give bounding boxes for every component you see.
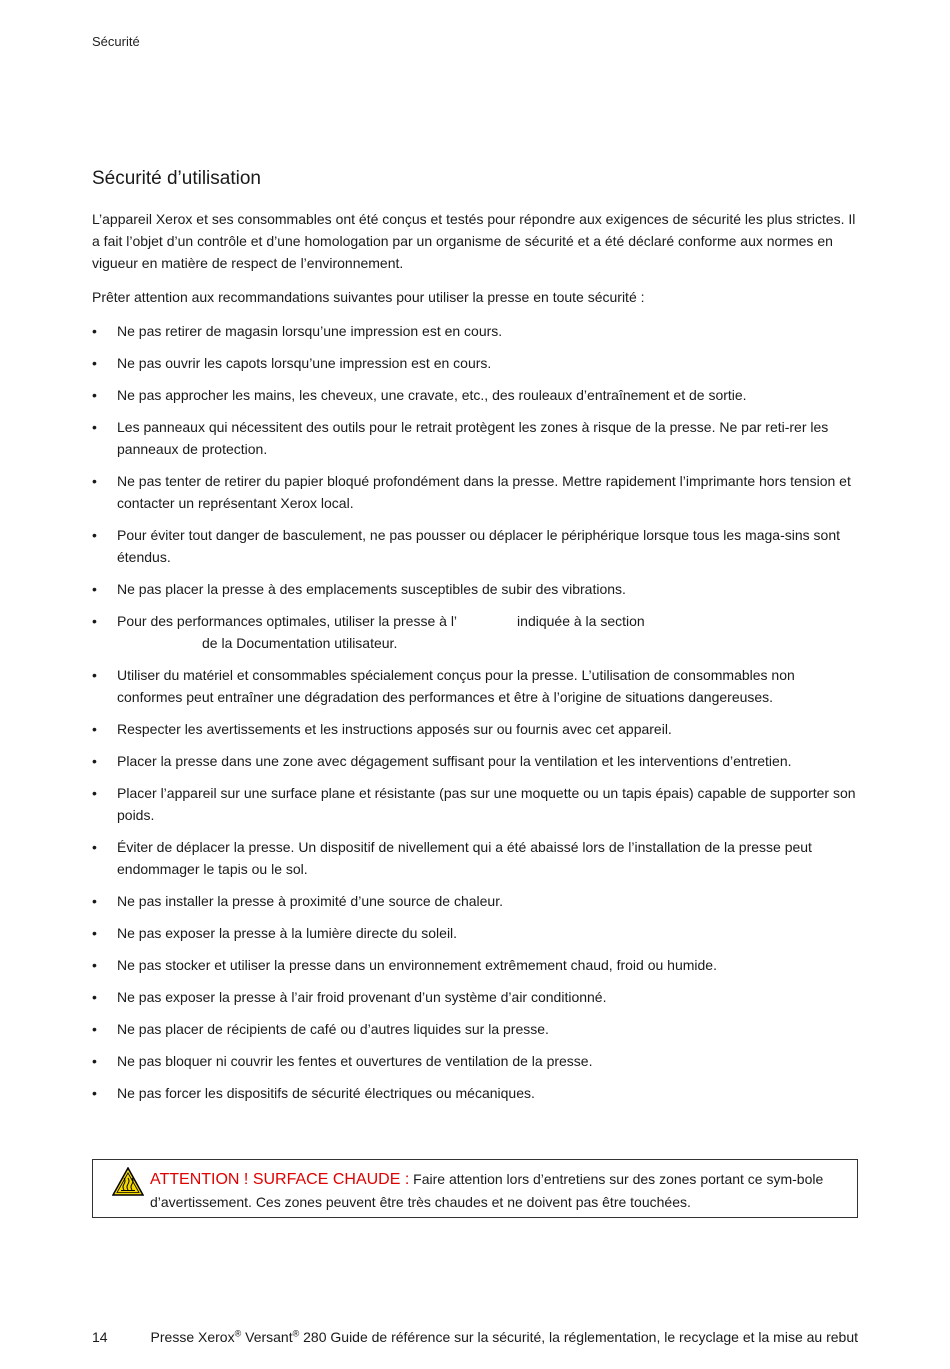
bullet-icon: • [92, 419, 97, 435]
bullet-icon: • [92, 721, 97, 737]
hot-surface-warning [92, 1159, 858, 1218]
list-item: • Ne pas exposer la presse à la lumière directe du soleil. [92, 922, 860, 944]
bullet-icon: • [92, 893, 97, 909]
running-header: Sécurité [92, 34, 140, 49]
bullet-icon: • [92, 323, 97, 339]
list-item: • Ne pas forcer les dispositifs de sécurité électriques ou mécaniques. [92, 1082, 860, 1104]
warning-body: Faire attention lors d’entretiens sur des zones portant ce sym-bole d’avertissement. Ces zones peuvent être très chaudes et ne doivent pas être touchées. [150, 1171, 824, 1210]
bullet-icon: • [92, 1085, 97, 1101]
list-item: • Ne pas tenter de retirer du papier bloqué profondément dans la presse. Mettre rapidement l’imprimante hors tension et contacter un représentant Xerox local. [92, 470, 860, 514]
bullet-icon: • [92, 387, 97, 403]
list-item: • Ne pas approcher les mains, les cheveux, une cravate, etc., des rouleaux d’entraînement et de sortie. [92, 384, 860, 406]
lead-paragraph: Prêter attention aux recommandations suivantes pour utiliser la presse en toute sécurité : [92, 289, 645, 305]
list-item: • Ne pas placer de récipients de café ou d’autres liquides sur la presse. [92, 1018, 860, 1040]
bullet-icon: • [92, 1021, 97, 1037]
bullet-icon: • [92, 785, 97, 801]
list-item: • Ne pas ouvrir les capots lorsqu’une impression est en cours. [92, 352, 860, 374]
section-title: Sécurité d’utilisation [92, 168, 261, 189]
list-item-altitude: • Pour des performances optimales, utiliser la presse à l’ indiquée à la section de la Documentation utilisateur. [92, 610, 860, 654]
main-content [92, 166, 860, 1114]
bullet-icon: • [92, 581, 97, 597]
intro-paragraph: L’appareil Xerox et ses consommables ont été conçus et testés pour répondre aux exigences de sécurité les plus strictes. Il a fait l’objet d’un contrôle et d’une homologation par un organisme de sécurité et a été déclaré conforme aux normes en vigueur en matière de respect de l’environnement. [92, 211, 856, 271]
list-item: • Ne pas installer la presse à proximité d’une source de chaleur. [92, 890, 860, 912]
page-number: 14 [92, 1329, 108, 1345]
document-title: Presse Xerox® Versant® 280 Guide de référence sur la sécurité, la réglementation, le recyclage et la mise au rebut [150, 1328, 858, 1345]
list-item: • Ne pas bloquer ni couvrir les fentes et ouvertures de ventilation de la presse. [92, 1050, 860, 1072]
list-item: • Respecter les avertissements et les instructions apposés sur ou fournis avec cet appareil. [92, 718, 860, 740]
list-item: • Ne pas exposer la presse à l’air froid provenant d’un système d’air conditionné. [92, 986, 860, 1008]
bullet-icon: • [92, 989, 97, 1005]
list-item: • Utiliser du matériel et consommables spécialement conçus pour la presse. L’utilisation de consommables non conformes peut entraîner une dégradation des performances et être à l’origine de situations dangereuses. [92, 664, 860, 708]
list-item: • Placer l’appareil sur une surface plane et résistante (pas sur une moquette ou un tapis épais) capable de supporter son poids. [92, 782, 860, 826]
list-item: • Éviter de déplacer la presse. Un dispositif de nivellement qui a été abaissé lors de l’installation de la presse peut endommager le tapis ou le sol. [92, 836, 860, 880]
bullet-icon: • [92, 1053, 97, 1069]
list-item: • Pour éviter tout danger de basculement, ne pas pousser ou déplacer le périphérique lorsque tous les maga-sins sont étendus. [92, 524, 860, 568]
list-item: • Placer la presse dans une zone avec dégagement suffisant pour la ventilation et les interventions d’entretien. [92, 750, 860, 772]
bullet-icon: • [92, 957, 97, 973]
warning-text [150, 1168, 850, 1213]
list-item: • Ne pas placer la presse à des emplacements susceptibles de subir des vibrations. [92, 578, 860, 600]
warning-label: ATTENTION ! SURFACE CHAUDE : [150, 1171, 410, 1188]
bullet-icon: • [92, 527, 97, 543]
list-item: • Les panneaux qui nécessitent des outils pour le retrait protègent les zones à risque de la presse. Ne par reti-rer les panneaux de protection. [92, 416, 860, 460]
list-item: • Ne pas retirer de magasin lorsqu’une impression est en cours. [92, 320, 860, 342]
bullet-icon: • [92, 473, 97, 489]
list-item: • Ne pas stocker et utiliser la presse dans un environnement extrêmement chaud, froid ou humide. [92, 954, 860, 976]
bullet-icon: • [92, 355, 97, 371]
bullet-icon: • [92, 667, 97, 683]
safety-list [92, 320, 860, 1104]
bullet-icon: • [92, 839, 97, 855]
hot-surface-warning-icon [112, 1167, 144, 1197]
bullet-icon: • [92, 613, 97, 629]
bullet-icon: • [92, 753, 97, 769]
bullet-icon: • [92, 925, 97, 941]
